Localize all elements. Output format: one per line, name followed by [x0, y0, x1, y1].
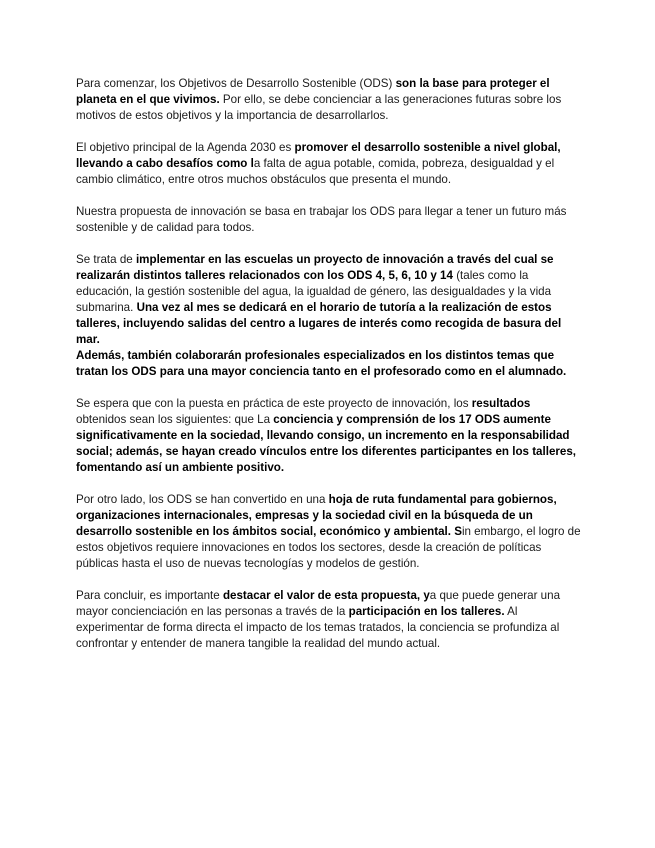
bold-text-run: conciencia y comprensión de los 17 ODS aumente significativamente en la sociedad, llevando consigo, un incremento en la responsabilidad social; además, se hayan creado vínculos entre los diferentes participantes en los talleres, fomentando así un ambiente positivo. — [76, 413, 577, 474]
bold-text-run: son la base para proteger el planeta en el que vivimos. — [76, 77, 550, 106]
bold-text-run: participación en los talleres. — [348, 605, 505, 618]
text-run: Para concluir, es importante — [76, 589, 223, 602]
paragraph-conclusion — [76, 588, 582, 652]
paragraph-agenda-2030 — [76, 140, 582, 188]
paragraph-intro — [76, 76, 582, 124]
text-run: a que puede generar una mayor concienciación en las personas a través de la — [76, 589, 561, 618]
text-run: a falta de agua potable, comida, pobreza, desigualdad y el cambio climático, entre otros muchos obstáculos que presenta el mundo. — [76, 157, 555, 186]
bold-text-run: implementar en las escuelas un proyecto de innovación a través del cual se realizarán distintos talleres relacionados con los ODS 4, 5, 6, 10 y 14 — [76, 253, 554, 282]
document-page — [76, 76, 582, 668]
bold-text-run: destacar el valor de esta propuesta, y — [222, 589, 430, 602]
paragraph-proposal — [76, 204, 582, 236]
text-run: Se espera que con la puesta en práctica de este proyecto de innovación, los — [76, 397, 472, 410]
bold-text-run: Además, también colaborarán profesionales especializados en los distintos temas que tratan los ODS para una mayor conciencia tanto en el profesorado como en el alumnado. — [76, 349, 567, 378]
text-run: obtenidos sean los siguientes: que La — [76, 413, 274, 426]
text-run: Por otro lado, los ODS se han convertido en una — [76, 493, 329, 506]
bold-text-run: Una vez al mes se dedicará en el horario de tutoría a la realización de estos talleres, incluyendo salidas del centro a lugares de interés como recogida de basura del mar. — [76, 301, 562, 346]
paragraph-implementation — [76, 252, 582, 380]
text-run: in embargo, el logro de estos objetivos requiere innovaciones en todos los sectores, desde la creación de políticas públicas hasta el uso de nuevas tecnologías y modelos de gestión. — [76, 525, 581, 570]
text-run: Nuestra propuesta de innovación se basa en trabajar los ODS para llegar a tener un futuro más sostenible y de calidad para todos. — [76, 205, 567, 234]
bold-text-run: resultados — [471, 397, 531, 410]
text-run: (tales como la educación, la gestión sostenible del agua, la igualdad de género, las desigualdades y la vida submarina. — [76, 269, 552, 314]
text-run: Para comenzar, los Objetivos de Desarrollo Sostenible (ODS) — [76, 77, 396, 90]
bold-text-run: hoja de ruta fundamental para gobiernos, organizaciones internacionales, empresas y la sociedad civil en la búsqueda de un desarrollo sostenible en los ámbitos social, económico y ambiental. S — [76, 493, 557, 538]
bold-text-run: promover el desarrollo sostenible a nivel global, llevando a cabo desafíos como l — [76, 141, 561, 170]
paragraph-roadmap — [76, 492, 582, 572]
text-run: El objetivo principal de la Agenda 2030 es — [76, 141, 295, 154]
text-run: Se trata de — [76, 253, 136, 266]
text-run: Por ello, se debe concienciar a las generaciones futuras sobre los motivos de estos objetivos y la importancia de desarrollarlos. — [76, 93, 562, 122]
paragraph-results — [76, 396, 582, 476]
text-run: Al experimentar de forma directa el impacto de los temas tratados, la conciencia se profundiza al confrontar y entender de manera tangible la realidad del mundo actual. — [76, 605, 560, 650]
